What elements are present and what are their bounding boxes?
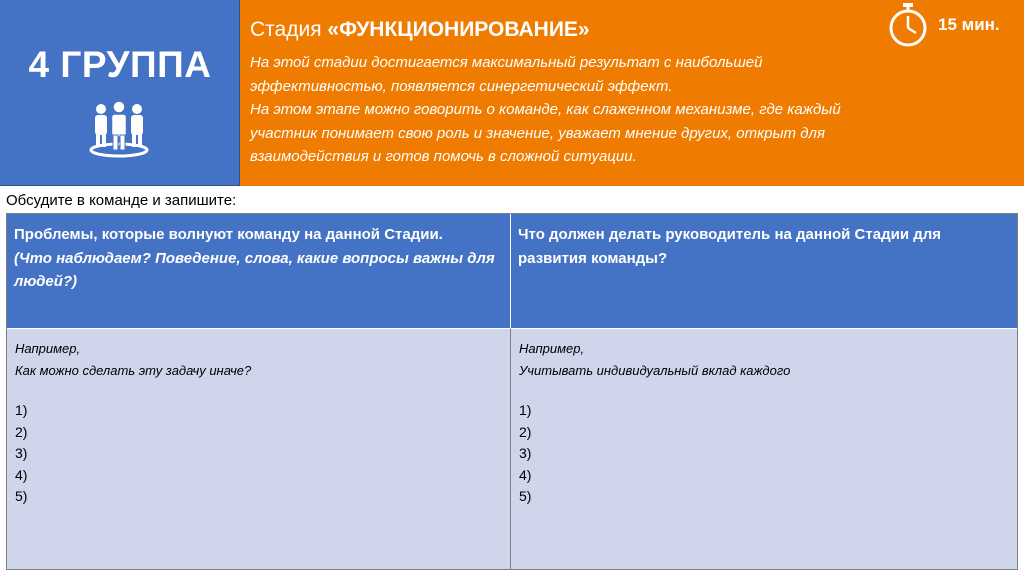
- list-item: 1): [519, 402, 532, 418]
- stage-title-prefix: Стадия: [250, 18, 328, 41]
- example-text: Учитывать индивидуальный вклад каждого: [519, 362, 791, 378]
- list-item: 2): [15, 423, 28, 440]
- list-item: 4): [15, 466, 28, 483]
- stage-description: [250, 51, 940, 169]
- list-item: 4): [519, 466, 532, 483]
- team-icon: [88, 100, 150, 158]
- list-item: 5): [519, 488, 532, 504]
- header-problems-question: (Что наблюдаем? Поведение, слова, какие вопросы важны для людей?): [14, 249, 495, 290]
- stage-description-line: взаимодействия и готов помочь в сложной ситуации.: [250, 148, 637, 165]
- list-item: 5): [15, 488, 28, 504]
- stage-description-line: На этом этапе можно говорить о команде, как слаженном механизме, где каждый: [250, 101, 841, 118]
- discussion-table: [6, 213, 1018, 570]
- list-item: 2): [519, 423, 532, 440]
- header-leader-actions: [511, 214, 1017, 328]
- stage-description-line: участник понимает свою роль и значение, уважает мнение других, открыт для: [250, 124, 825, 142]
- stage-description-line: На этой стадии достигается максимальный результат с наибольшей: [250, 54, 763, 71]
- leader-actions-list: [519, 400, 1007, 508]
- group-title: 4 ГРУППА: [28, 44, 212, 85]
- group-panel: [0, 0, 240, 186]
- problems-list: [15, 400, 500, 508]
- leader-actions-content: [519, 338, 1007, 508]
- cell-leader-actions[interactable]: [511, 328, 1017, 569]
- header-problems: [7, 214, 511, 328]
- stage-description-line: эффективностью, появляется синергетический эффект.: [250, 77, 673, 95]
- example-label: Например,: [519, 341, 585, 356]
- stage-title-name: «ФУНКЦИОНИРОВАНИЕ»: [327, 18, 590, 41]
- stopwatch-icon: [885, 2, 931, 48]
- list-item: 3): [519, 445, 532, 461]
- example-label: Например,: [15, 341, 81, 356]
- timer-text: 15 мин.: [938, 15, 1000, 34]
- header-problems-title: Проблемы, которые волнуют команду на данной Стадии.: [14, 226, 443, 243]
- stage-title: [250, 18, 590, 42]
- header-problems-text: [14, 223, 500, 294]
- problems-content: [15, 338, 500, 508]
- cell-problems[interactable]: [7, 328, 511, 569]
- list-item: 3): [15, 445, 28, 461]
- list-item: 1): [15, 402, 28, 418]
- stage-panel: [240, 0, 1024, 186]
- example-text: Как можно сделать эту задачу иначе?: [15, 362, 252, 378]
- instruction-text: Обсудите в команде и запишите:: [6, 192, 237, 209]
- header-leader-actions-title: Что должен делать руководитель на данной Стадии для развития команды?: [518, 226, 942, 267]
